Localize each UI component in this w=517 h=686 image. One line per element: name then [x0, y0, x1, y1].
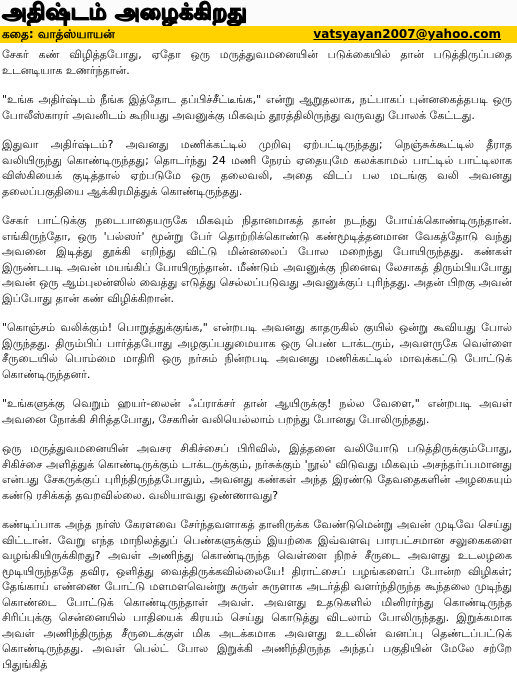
author-name: வாத்ஸ்யாயன் — [37, 27, 115, 41]
story-paragraph: சேகர் பாட்டுக்கு நடைபாதையருகே மிகவும் நிதானமாகத் தான் நடந்து போய்க்கொண்டிருந்தான். எங்கிருந்தோ, ஒரு 'பல்ஸர்' மூன்று பேர் தொற்றிக்கொண்டு கண்மூடித்தனமான வேகத்தோடு வந்து அவனை இடித்து தூக்கி எறிந்து விட்டு மின்னலைப் போல மறைந்து போயிருந்தது. கண்கள் இருண்டபடி அவன் மயங்கிப் போயிருந்தான். மீண்டும் அவனுக்கு நினைவு லேசாகத் திரும்பியபோது அவன் ஒரு ஆம்புலன்ஸில் வைத்து எடுத்து செல்லப்படுவது அவனுக்குப் புரிந்தது. அதன் பிறகு அவன் இப்போது தான் கண் விழிக்கிறான். — [2, 214, 512, 305]
author-label: கதை: — [2, 27, 34, 41]
story-paragraph: இதுவா அதிர்ஷ்டம்? அவனது மணிக்கட்டில் முறிவு ஏற்பட்டிருந்தது; நெஞ்சுக்கூட்டில் தீராத வலியிருந்து கொண்டிருந்தது; தொடர்ந்து 24 மணி நேரம் ஏதையுமே கலக்காமல் பாட்டில் பாட்டிலாக விஸ்கியைக் குடித்தால் ஏற்படுமே ஒரு தலைவலி, அதை விடப் பல மடங்கு வலி அவனது தலைப்பகுதியை ஆக்கிரமித்துக் கொண்டிருந்தது. — [2, 138, 512, 198]
story-paragraph: கண்டிப்பாக அந்த நர்ஸ் கேரளவை சேர்ந்தவளாகத் தானிருக்க வேண்டுமென்று அவன் முடிவே செய்து விட்டான். வேறு எந்த மாநிலத்துப் பெண்களுக்கும் இயற்கை இவ்வளவு பாரபட்சமான சலுகைகளை வழங்கியிருக்கிறது? அவள் அணிந்து கொண்டிருந்த வெள்ளை நிறச் சீருடை அவளது உடலழகை மூடியிருந்ததே தவிர, ஒளித்து வைத்திருக்கவில்லையே! திராட்சைப் பழங்களைப் போன்ற விழிகள்; தேங்காய் எண்ணை போட்டு மளமளவென்று சுருள் சுருளாக அடர்த்தி வளர்ந்திருந்த கூந்தலை முடிந்து கொண்டை போட்டுக் கொண்டிருந்தாள் அவள். அவளது உதடுகளில் மினிரர்ந்து கொண்டிருந்த சிரிப்புக்கு சென்னையில் பாதியைக் கிரயம் செய்து கொடுத்து விடலாம் போலிருந்தது. இறுக்கமாக அவள் அணிந்திருந்த சீருடைக்குள் மிக அடக்கமாக அவளது உடலின் வனப்பு தெண்டப்பட்டுக் கொண்டிருந்தது. அவள் பெல்ட் போல இறுக்கி அணிந்திருந்த அந்தப் பகுதியின் மேலே சற்றே பிதுங்கித் — [2, 518, 512, 671]
story-paragraph: சேகர் கண் விழித்தபோது, ஏதோ ஒரு மருத்துவமனையின் படுக்கையில் தான் படுத்திருப்பதை உடனடியாக உணர்ந்தான். — [2, 48, 512, 77]
author-line — [2, 27, 115, 42]
story-paragraph: ஒரு மருத்துவமனையின் அவசர சிகிச்சைப் பிரிவில், இத்தனை வலியோடு படுத்திருக்கும்போது, சிகிச்சை அளித்துக் கொண்டிருக்கும் டாக்டருக்கும், நர்சுக்கும் 'நூல்' விடுவது மிகவும் அசந்தர்ப்பமானது என்பது சேகருக்குப் புரிந்திருந்தபோதும், அவனது கண்கள் அந்த இரண்டு தேவதைகளின் அழகையும் கண்டு ரசிக்கத் தவறவில்லை. வலியாவது ஒண்ணாவது? — [2, 442, 512, 502]
story-title: அதிஷ்டம் அழைக்கிறது — [2, 0, 248, 25]
author-email-link[interactable]: vatsyayan2007@yahoo.com — [313, 27, 501, 41]
story-paragraph: "உங்க அதிர்ஷ்டம் நீங்க இத்தோட தப்பிச்சீட்டீங்க," என்று ஆறுதலாக, நட்பாகப் புன்னகைத்தபடி ஒரு போலீஸ்காரர் அவனிடம் கூறியது அவனுக்கு மிகவும் தூரத்திலிருந்து வருவது போலக் கேட்டது. — [2, 93, 512, 122]
story-paragraph: "உங்களுக்கு வெறும் ஹயர்-லைன் ஃப்ராக்சர் தான் ஆயிருக்கு! நல்ல வேளை," என்றபடி அவள் அவனை நோக்கி சிரித்தபோது, சேகரின் வலியெல்லாம் பறந்து போனது போலிருந்தது. — [2, 397, 512, 426]
author-bar — [0, 26, 517, 43]
story-body — [2, 47, 512, 686]
title-bar — [0, 0, 517, 26]
story-paragraph: "கொஞ்சம் வலிக்கும்! பொறுத்துக்குங்க," என்றபடி அவனது காதருகில் குயில் ஒன்று கூவியது போல் இருந்தது. திரும்பிப் பார்த்தபோது அழகுப்பதுமையாக ஒரு பெண் டாக்டரும், அவளருகே வெள்ளை சீருடையில் பொம்மை மாதிரி ஒரு நர்சும் நின்றபடி அவனது மணிக்கட்டில் மாவுக்கட்டு போட்டுக் கொண்டிருந்தனர். — [2, 321, 512, 381]
